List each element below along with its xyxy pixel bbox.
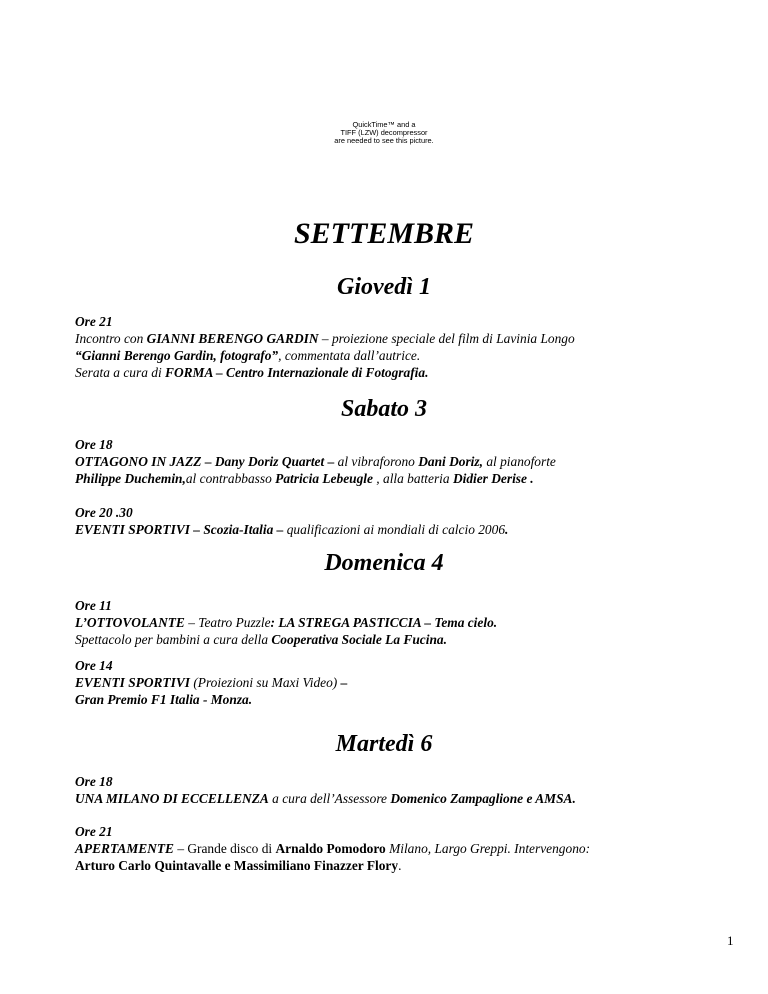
event-text: – Teatro Puzzle: [184, 615, 271, 630]
event-text: .: [505, 522, 509, 537]
event-text: “Gianni Berengo Gardin, fotografo”: [75, 348, 279, 363]
event-text: a cura dell’Assessore: [268, 791, 391, 806]
event-text: OTTAGONO IN JAZZ – Dany Doriz Quartet –: [75, 454, 338, 469]
event-line: [75, 330, 745, 347]
event-line: [75, 364, 745, 381]
event-time: Ore 21: [75, 824, 113, 839]
placeholder-line: TIFF (LZW) decompressor: [340, 128, 428, 137]
event-line: [75, 470, 745, 487]
event-text: Incontro con: [75, 331, 147, 346]
event-text: Milano, Largo Greppi. Intervengono:: [385, 841, 591, 856]
event-text: .: [398, 858, 402, 873]
event-block: [75, 504, 745, 538]
event-text: –: [340, 675, 348, 690]
missing-image-placeholder: [0, 121, 768, 145]
page-number: 1: [727, 933, 734, 948]
event-text: EVENTI SPORTIVI – Scozia-Italia –: [75, 522, 287, 537]
event-text: al contrabbasso: [185, 471, 276, 486]
event-time: Ore 11: [75, 598, 112, 613]
placeholder-line: QuickTime™ and a: [352, 120, 416, 129]
event-text: ,: [372, 471, 383, 486]
event-time: Ore 20 .30: [75, 505, 133, 520]
event-time: Ore 18: [75, 774, 113, 789]
event-text: Didier Derise .: [452, 471, 534, 486]
event-text: FORMA – Centro Internazionale di Fotografia.: [165, 365, 429, 380]
event-text: Domenico Zampaglione e AMSA.: [390, 791, 576, 806]
event-time: Ore 14: [75, 658, 113, 673]
event-text: APERTAMENTE: [75, 841, 174, 856]
event-text: Arnaldo Pomodoro: [275, 841, 386, 856]
event-line: [75, 631, 745, 648]
event-line: [75, 790, 745, 807]
event-block: [75, 436, 745, 487]
event-text: L’OTTOVOLANTE: [75, 615, 185, 630]
event-text: : LA STREGA PASTICCIA – Tema cielo.: [270, 615, 498, 630]
placeholder-line: are needed to see this picture.: [334, 136, 434, 145]
event-text: al pianoforte: [482, 454, 556, 469]
day-heading: Giovedì 1: [337, 274, 431, 300]
day-heading: Sabato 3: [340, 396, 427, 422]
event-text: Gran Premio F1 Italia - Monza.: [75, 692, 253, 707]
event-text: Cooperativa Sociale La Fucina.: [271, 632, 447, 647]
event-text: Arturo Carlo Quintavalle e Massimiliano Finazzer Flory: [75, 858, 399, 873]
event-line: [75, 347, 745, 364]
event-block: [75, 313, 745, 381]
month-title: SETTEMBRE: [293, 217, 475, 250]
event-line: [75, 674, 745, 691]
event-text: – proiezione speciale del film di Lavinia Longo: [318, 331, 575, 346]
event-text: Patricia Lebeugle: [275, 471, 373, 486]
event-text: alla batteria: [383, 471, 453, 486]
event-text: EVENTI SPORTIVI: [75, 675, 190, 690]
event-text: – Grande disco di: [173, 841, 276, 856]
event-block: [75, 823, 745, 874]
day-heading: Domenica 4: [324, 550, 444, 576]
event-text: UNA MILANO DI ECCELLENZA: [75, 791, 269, 806]
day-heading: Martedì 6: [335, 731, 433, 757]
event-text: , commentata dall’autrice.: [278, 348, 421, 363]
event-text: Spettacolo per bambini a cura della: [75, 632, 272, 647]
event-time: Ore 21: [75, 314, 113, 329]
event-text: qualificazioni ai mondiali di calcio 2006: [286, 522, 506, 537]
event-line: [75, 521, 745, 538]
event-text: Serata a cura di: [75, 365, 166, 380]
event-line: [75, 614, 745, 631]
event-text: al vibraforono: [337, 454, 419, 469]
event-line: [75, 691, 745, 708]
event-line: [75, 453, 745, 470]
event-block: [75, 597, 745, 648]
event-block: [75, 657, 745, 708]
event-text: Philippe Duchemin,: [75, 471, 186, 486]
event-line: [75, 857, 745, 874]
event-text: GIANNI BERENGO GARDIN: [146, 331, 319, 346]
event-text: (Proiezioni su Maxi Video): [189, 675, 341, 690]
event-block: [75, 773, 745, 807]
event-line: [75, 840, 745, 857]
event-text: Dani Doriz,: [418, 454, 483, 469]
event-time: Ore 18: [75, 437, 113, 452]
